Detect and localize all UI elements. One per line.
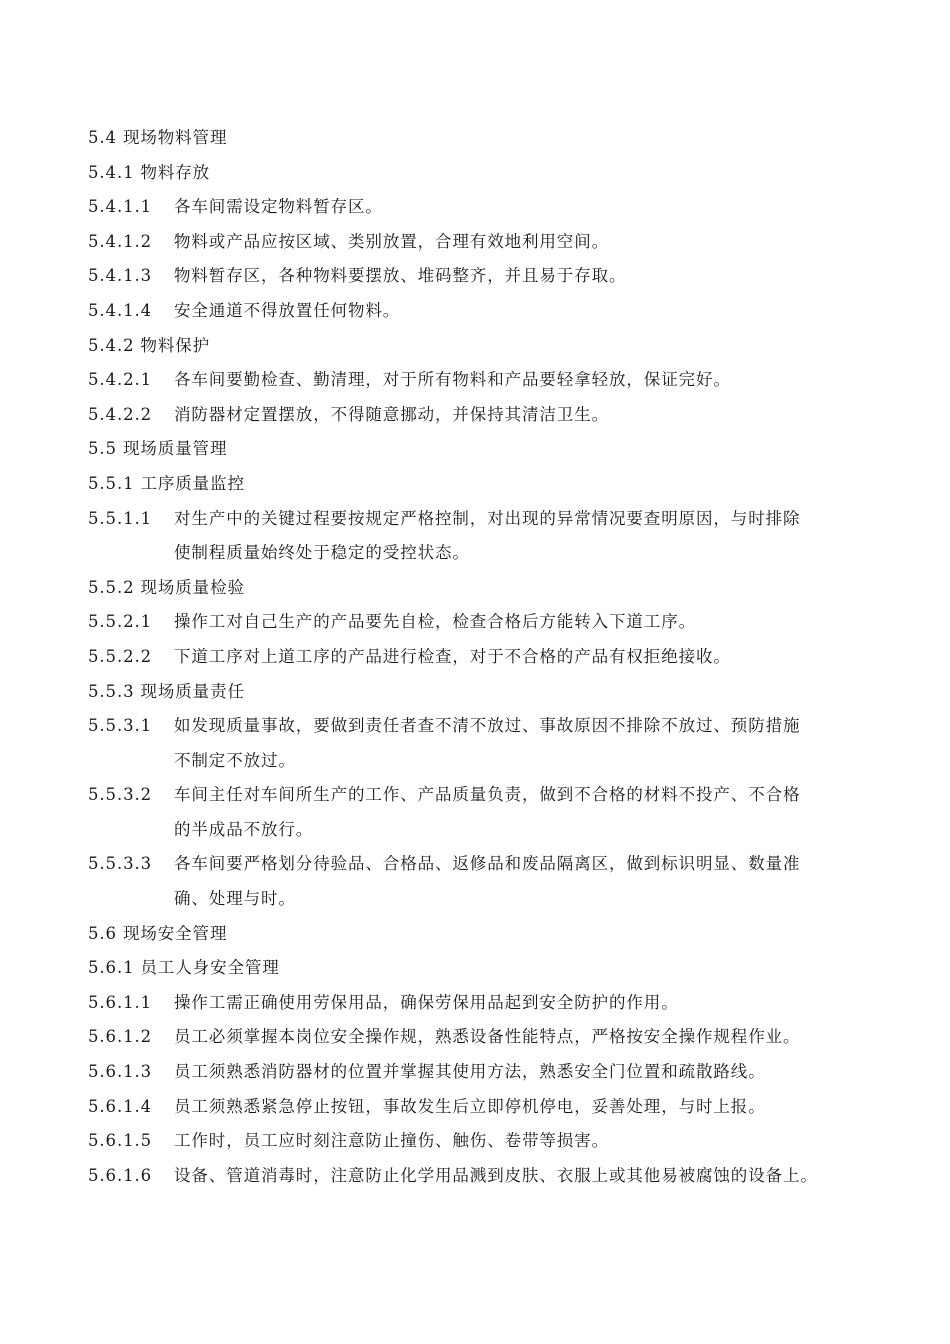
subsection-heading: [88, 571, 888, 606]
clause-text: 物料暂存区，各种物料要摆放、堆码整齐，并且易于存取。: [174, 266, 627, 286]
clause-text: 设备、管道消毒时，注意防止化学用品溅到皮肤、衣服上或其他易被腐蚀的设备上。: [174, 1165, 818, 1185]
clause-text: 如发现质量事故，要做到责任者查不清不放过、事故原因不排除不放过、预防措施: [174, 716, 801, 736]
clause-continuation-line: [88, 882, 888, 917]
clause-number: 5.4.2: [88, 335, 135, 355]
subsection-heading: [88, 467, 888, 502]
clause-number: 5.4: [88, 128, 117, 147]
clause-text: 员工须熟悉消防器材的位置并掌握其使用方法，熟悉安全门位置和疏散路线。: [174, 1062, 766, 1082]
clause-line: [88, 1055, 888, 1090]
clause-line: [88, 294, 888, 329]
clause-number: 5.4.1.4: [88, 300, 153, 320]
clause-text: 物料保护: [140, 335, 211, 355]
clause-number: 5.5.2: [88, 577, 135, 597]
clause-line: [88, 986, 888, 1021]
clause-text: 安全通道不得放置任何物料。: [174, 300, 401, 320]
clause-continuation-line: [88, 813, 888, 848]
clause-number: 5.5.3.1: [88, 716, 153, 736]
subsection-heading: [88, 675, 888, 710]
clause-line: [88, 363, 888, 398]
clause-line: [88, 640, 888, 675]
clause-text: 员工须熟悉紧急停止按钮，事故发生后立即停机停电，妥善处理，与时上报。: [174, 1096, 766, 1116]
clause-number: 5.4.1.2: [88, 231, 153, 251]
clause-text: 各车间要勤检查、勤清理，对于所有物料和产品要轻拿轻放，保证完好。: [174, 370, 731, 390]
clause-continuation-line: [88, 536, 888, 571]
clause-text: 的半成品不放行。: [174, 819, 314, 839]
clause-line: [88, 847, 888, 882]
clause-line: [88, 398, 888, 433]
clause-number: 5.6.1.5: [88, 1131, 153, 1151]
clause-text: 工作时，员工应时刻注意防止撞伤、触伤、卷带等损害。: [174, 1131, 609, 1151]
clause-number: 5.5.3.3: [88, 854, 153, 874]
clause-text: 各车间要严格划分待验品、合格品、返修品和废品隔离区，做到标识明显、数量准: [174, 854, 801, 874]
section-heading: [88, 121, 888, 156]
clause-line: [88, 502, 888, 537]
clause-line: [88, 225, 888, 260]
clause-number: 5.6.1.6: [88, 1165, 153, 1185]
clause-text: 现场物料管理: [122, 128, 228, 147]
clause-text: 各车间需设定物料暂存区。: [174, 197, 383, 217]
clause-number: 5.5.3.2: [88, 785, 153, 805]
clause-line: [88, 259, 888, 294]
subsection-heading: [88, 329, 888, 364]
clause-text: 确、处理与时。: [174, 889, 296, 909]
clause-text: 员工必须掌握本岗位安全操作规，熟悉设备性能特点，严格按安全操作规程作业。: [174, 1027, 801, 1047]
clause-number: 5.6.1.2: [88, 1027, 153, 1047]
clause-number: 5.4.1.1: [88, 197, 153, 217]
clause-number: 5.5.1: [88, 473, 135, 493]
clause-text: 员工人身安全管理: [140, 958, 280, 978]
clause-line: [88, 778, 888, 813]
clause-number: 5.5.2.1: [88, 612, 153, 632]
clause-number: 5.6.1.1: [88, 992, 153, 1012]
clause-line: [88, 1020, 888, 1055]
clause-number: 5.6.1.4: [88, 1096, 153, 1116]
clause-line: [88, 605, 888, 640]
clause-line: [88, 1090, 888, 1125]
clause-text: 使制程质量始终处于稳定的受控状态。: [174, 543, 470, 563]
clause-number: 5.4.1.3: [88, 266, 153, 286]
clause-line: [88, 1159, 888, 1194]
subsection-heading: [88, 951, 888, 986]
clause-number: 5.4.2.1: [88, 370, 153, 390]
clause-text: 现场质量检验: [140, 577, 245, 597]
clause-text: 物料或产品应按区域、类别放置，合理有效地利用空间。: [174, 231, 609, 251]
clause-number: 5.5.2.2: [88, 646, 153, 666]
clause-text: 现场质量管理: [122, 439, 228, 459]
clause-number: 5.4.1: [88, 162, 135, 182]
clause-text: 现场质量责任: [140, 681, 245, 701]
clause-text: 操作工对自己生产的产品要先自检，检查合格后方能转入下道工序。: [174, 612, 696, 632]
clause-number: 5.5: [88, 439, 117, 459]
section-heading: [88, 432, 888, 467]
clause-text: 物料存放: [140, 162, 211, 182]
clause-text: 下道工序对上道工序的产品进行检查，对于不合格的产品有权拒绝接收。: [174, 646, 731, 666]
clause-number: 5.6.1: [88, 958, 135, 978]
section-heading: [88, 917, 888, 952]
subsection-heading: [88, 156, 888, 191]
clause-text: 不制定不放过。: [174, 750, 296, 770]
clause-number: 5.4.2.2: [88, 404, 153, 424]
document-body: [88, 121, 888, 1193]
clause-number: 5.5.1.1: [88, 508, 153, 528]
clause-text: 现场安全管理: [122, 923, 228, 943]
clause-line: [88, 1124, 888, 1159]
clause-text: 操作工需正确使用劳保用品，确保劳保用品起到安全防护的作用。: [174, 992, 679, 1012]
clause-number: 5.5.3: [88, 681, 135, 701]
clause-text: 车间主任对车间所生产的工作、产品质量负责，做到不合格的材料不投产、不合格: [174, 785, 801, 805]
clause-text: 工序质量监控: [140, 473, 245, 493]
clause-line: [88, 709, 888, 744]
clause-number: 5.6.1.3: [88, 1062, 153, 1082]
clause-number: 5.6: [88, 923, 117, 943]
clause-text: 消防器材定置摆放，不得随意挪动，并保持其清洁卫生。: [174, 404, 609, 424]
clause-continuation-line: [88, 744, 888, 779]
clause-line: [88, 190, 888, 225]
clause-text: 对生产中的关键过程要按规定严格控制，对出现的异常情况要查明原因，与时排除: [174, 508, 801, 528]
